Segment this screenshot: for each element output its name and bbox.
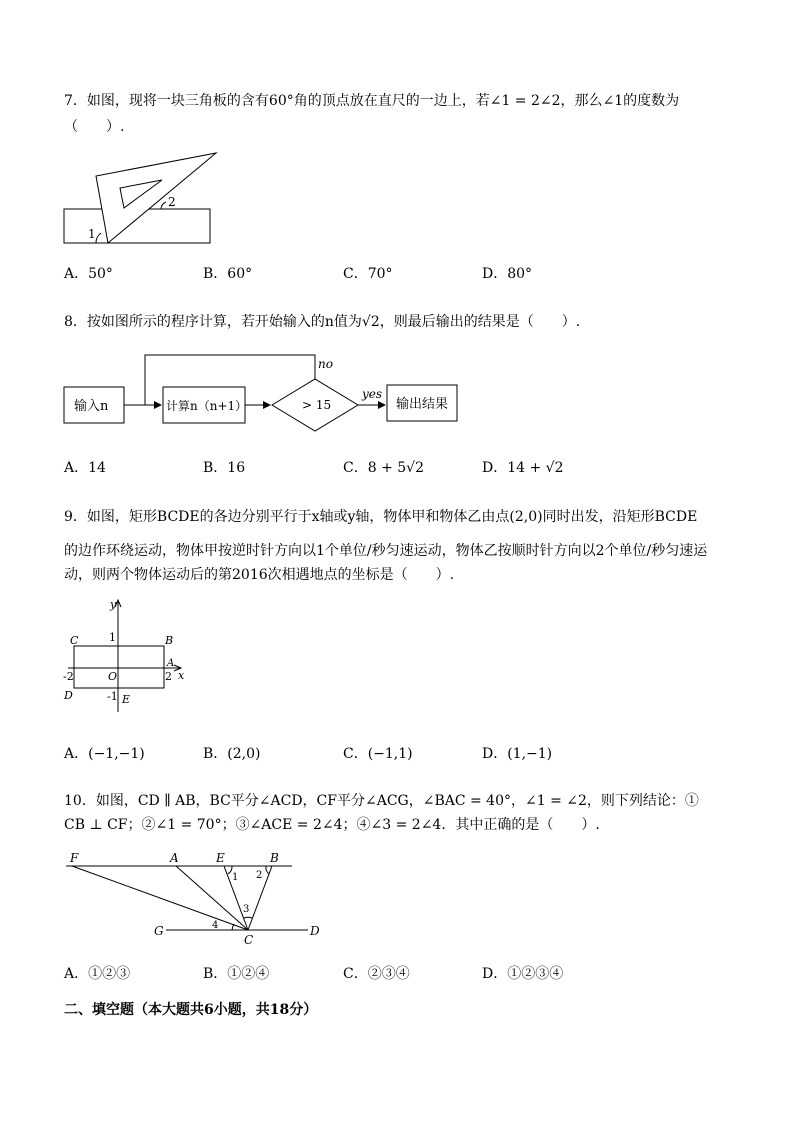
q9-stem-line1: 9．如图，矩形BCDE的各边分别平行于x轴或y轴，物体甲和物体乙由点(2,0)同时出发，沿矩形BCDE <box>64 509 698 525</box>
q10-option-d[interactable]: D．①②③④ <box>482 966 564 982</box>
q7-stem: 7．如图，现将一块三角板的含有60°角的顶点放在直尺的一边上，若∠1 = 2∠2，那么∠1的度数为 <box>64 93 680 109</box>
fig9-A: A <box>167 658 175 669</box>
flow-no-label: no <box>318 357 333 371</box>
fig9-t2: 2 <box>165 670 172 683</box>
fig9-tneg1: -1 <box>107 690 118 703</box>
q7-label-2: 2 <box>168 195 176 209</box>
fig9-x: x <box>178 669 185 682</box>
section2-title: 二、填空题（本大题共6小题，共18分） <box>64 1002 318 1018</box>
q8-option-d[interactable]: D．14 + √2 <box>482 460 564 476</box>
flow-condition-label: > 15 <box>302 398 332 412</box>
fig10-B: B <box>270 851 279 865</box>
flow-output-label: 输出结果 <box>396 397 449 412</box>
q8-option-a[interactable]: A．14 <box>64 460 106 476</box>
q10-option-a[interactable]: A．①②③ <box>64 966 131 982</box>
q9-option-d[interactable]: D．(1,−1) <box>482 746 553 762</box>
q9-option-a[interactable]: A．(−1,−1) <box>64 746 145 762</box>
q8-stem: 8．按如图所示的程序计算，若开始输入的n值为√2，则最后输出的结果是（ ）. <box>64 314 581 330</box>
fig10-C: C <box>244 933 254 947</box>
q8-option-c[interactable]: C．8 + 5√2 <box>343 460 424 476</box>
q8-option-b[interactable]: B．16 <box>203 460 246 476</box>
fig10-a3: 3 <box>243 904 250 915</box>
q7-option-a[interactable]: A．50° <box>64 266 113 282</box>
q7-option-c[interactable]: C．70° <box>343 266 393 282</box>
q10-option-b[interactable]: B．①②④ <box>203 966 270 982</box>
fig10-A: A <box>170 851 179 865</box>
q9-stem-line3: 动，则两个物体运动后的第2016次相遇地点的坐标是（ ）. <box>64 567 455 583</box>
q7-option-b[interactable]: B．60° <box>203 266 253 282</box>
fig10-G: G <box>154 924 164 938</box>
fig10-a1: 1 <box>232 872 239 883</box>
fig9-C: C <box>70 634 79 647</box>
fig10-E: E <box>216 851 225 865</box>
flow-compute-label: 计算n（n+1） <box>166 399 248 413</box>
fig10-D: D <box>310 924 320 938</box>
fig9-t1: 1 <box>109 631 116 644</box>
seg-fc <box>72 866 248 930</box>
q7-option-d[interactable]: D．80° <box>482 266 533 282</box>
fig9-B: B <box>165 634 174 647</box>
flow-input-label: 输入n <box>74 399 109 414</box>
fig9-y: y <box>110 598 117 611</box>
fig9-D: D <box>64 689 73 702</box>
fig9-E: E <box>122 693 131 706</box>
flow-yes-label: yes <box>362 387 383 401</box>
fig10-F: F <box>70 851 79 865</box>
q9-option-b[interactable]: B．(2,0) <box>203 746 261 762</box>
q7-label-1: 1 <box>88 227 96 241</box>
fig10-a2: 2 <box>256 870 263 881</box>
q7-blank: （ ）. <box>64 119 125 135</box>
fig10-a4: 4 <box>212 920 219 931</box>
q10-stem-line1: 10．如图，CD ∥ AB，BC平分∠ACD，CF平分∠ACG，∠BAC = 40°，∠1 = ∠2，则下列结论：① <box>64 793 699 809</box>
q10-option-c[interactable]: C．②③④ <box>343 966 410 982</box>
q10-stem-line2: CB ⊥ CF；②∠1 = 70°；③∠ACE = 2∠4；④∠3 = 2∠4．其中正确的是（ ）. <box>64 817 600 833</box>
fig9-O: O <box>108 670 118 683</box>
q9-stem-line2: 的边作环绕运动，物体甲按逆时针方向以1个单位/秒匀速运动，物体乙按顺时针方向以2个单位/秒匀速运 <box>64 543 708 559</box>
fig9-tneg2: -2 <box>63 670 74 683</box>
q9-option-c[interactable]: C．(−1,1) <box>343 746 413 762</box>
